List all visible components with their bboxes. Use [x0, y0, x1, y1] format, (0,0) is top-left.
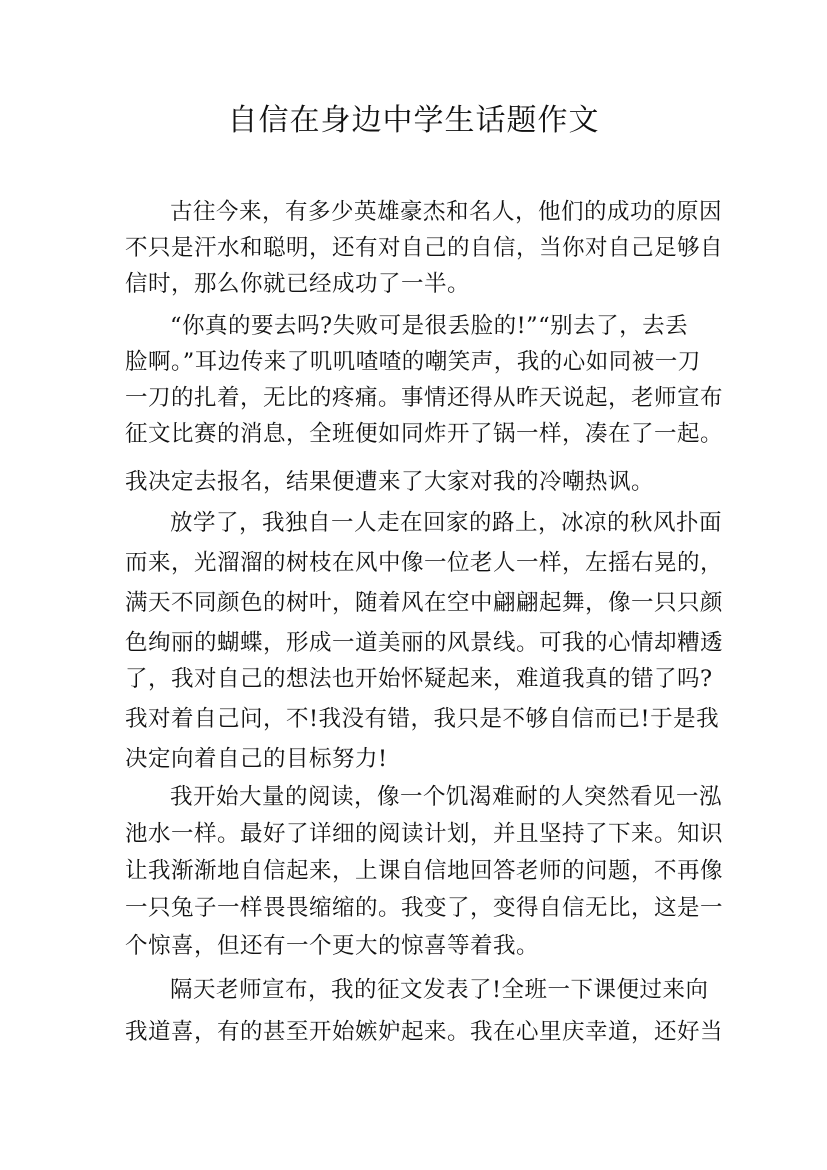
body-line: 不只是汗水和聪明，还有对自己的自信，当你对自己足够自 [125, 235, 724, 261]
body-line: 我决定去报名，结果便遭来了大家对我的冷嘲热讽。 [125, 469, 655, 495]
body-line: 我对着自己问，不!我没有错，我只是不够自信而已!于是我 [125, 706, 720, 732]
body-line: 放学了，我独自一人走在回家的路上，冰凉的秋风扑面 [170, 510, 723, 536]
body-line: 色绚丽的蝴蝶，形成一道美丽的风景线。可我的心情却糟透 [125, 630, 724, 656]
body-line: 我道喜，有的甚至开始嫉妒起来。我在心里庆幸道，还好当 [125, 1019, 724, 1045]
body-line: 了，我对自己的想法也开始怀疑起来，难道我真的错了吗? [125, 666, 713, 692]
body-line: 古往今来，有多少英雄豪杰和名人，他们的成功的原因 [170, 199, 723, 225]
body-line: 信时，那么你就已经成功了一半。 [125, 271, 471, 297]
body-line: 一只兔子一样畏畏缩缩的。我变了，变得自信无比，这是一 [125, 895, 724, 921]
body-line: 而来，光溜溜的树枝在风中像一位老人一样，左摇右晃的， [125, 550, 724, 576]
body-line: 隔天老师宣布，我的征文发表了!全班一下课便过来向 [170, 977, 709, 1003]
body-line: 一刀的扎着，无比的疼痛。事情还得从昨天说起，老师宣布 [125, 385, 724, 411]
body-line: 征文比赛的消息，全班便如同炸开了锅一样，凑在了一起。 [125, 421, 724, 447]
body-line: 池水一样。最好了详细的阅读计划，并且坚持了下来。知识 [125, 821, 724, 847]
document-title: 自信在身边中学生话题作文 [227, 103, 600, 138]
body-line: 个惊喜，但还有一个更大的惊喜等着我。 [125, 933, 540, 959]
body-line: 脸啊。”耳边传来了叽叽喳喳的嘲笑声，我的心如同被一刀 [125, 349, 701, 375]
body-line: 我开始大量的阅读，像一个饥渴难耐的人突然看见一泓 [170, 784, 723, 810]
body-line: 决定向着自己的目标努力! [125, 746, 388, 772]
body-line: 让我渐渐地自信起来，上课自信地回答老师的问题，不再像 [125, 858, 724, 884]
body-line: “你真的要去吗?失败可是很丢脸的!”“别去了，去丢 [170, 313, 689, 339]
body-line: 满天不同颜色的树叶，随着风在空中翩翩起舞，像一只只颜 [125, 590, 724, 616]
